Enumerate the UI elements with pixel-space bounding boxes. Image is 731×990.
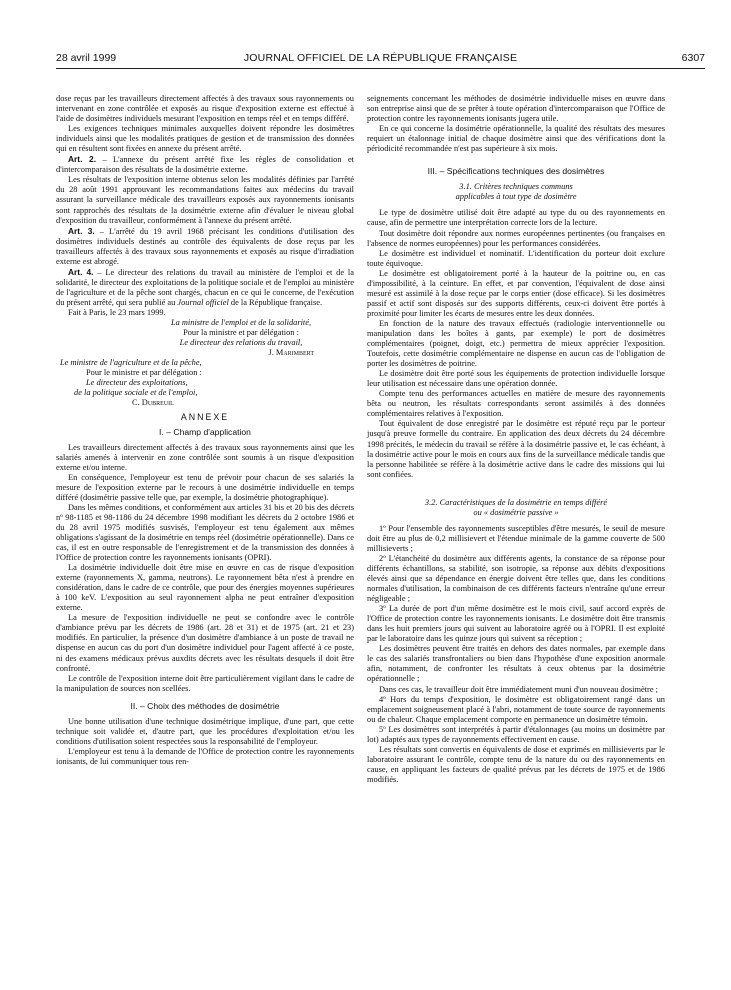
paragraph: Le type de dosimètre utilisé doit être adapté au type du ou des rayonnements en cause, afin de permettre une interprétation correcte lors de la lecture. bbox=[367, 208, 665, 228]
article-text: de la République française. bbox=[228, 297, 323, 307]
article-3 bbox=[56, 226, 354, 267]
signature-date: Fait à Paris, le 23 mars 1999. bbox=[68, 307, 166, 317]
paragraph: La mesure de l'exposition individuelle ne peut se confondre avec le contrôle d'ambiance prévu par les décrets de 1986 (art. 28 et 31) et de 1975 (art. 21 et 23) modifiés. En particulier, la présence d'un dosimètre d'ambiance à un poste de travail ne dispense en aucun cas du port d'un dosimètre individuel pour l'agent affecté à ce poste, ni des examens médicaux prévus auxdits décrets avec les résultats desquels il doit être confronté. bbox=[56, 613, 354, 673]
list-item: 5º Les dosimètres sont interprétés à partir d'étalonnages (au moins un dosimètre par lot) adaptés aux types de rayonnements effectivement en cause. bbox=[367, 724, 665, 744]
paragraph: Le dosimètre est individuel et nominatif. L'identification du porteur doit exclure toute équivoque. bbox=[367, 248, 665, 268]
article-text: – L'arrêté du 19 avril 1968 précisant les conditions d'utilisation des dosimètres individuels destinés au contrôle des équivalents de dose reçus par les travailleurs affectés à des travaux sous rayonnements et exposés au risque d'irradiation externe est abrogé. bbox=[56, 226, 354, 266]
signatory-delegation: Pour le ministre et par délégation : bbox=[86, 368, 202, 378]
annexe-heading: ANNEXE bbox=[180, 412, 230, 423]
paragraph: Les résultats de l'exposition interne obtenus selon les modalités définies par l'arrêté du 28 août 1991 approuvant les recommandations faites aux médecins du travail assurant la surveillance médicale des travailleurs exposés aux rayonnements ionisants sont rapprochés des résultats de la dosimétrie externe afin d'évaluer le niveau global d'exposition du travailleur, conformément à l'annexe du présent arrêté. bbox=[56, 175, 354, 225]
list-item: 1º Pour l'ensemble des rayonnements susceptibles d'être mesurés, le seuil de mesure doit être au plus de 0,2 millisievert et l'étendue minimale de la gamme couverte de 500 millisieverts ; bbox=[367, 523, 665, 553]
paragraph: Tout dosimètre doit répondre aux normes européennes pertinentes (ou françaises en l'absence de normes européennes) pour les performances considérées. bbox=[367, 228, 665, 248]
paragraph: La dosimétrie individuelle doit être mise en œuvre en cas de risque d'exposition externe (rayonnements X, gamma, neutrons). Le rayonnement bêta n'est à prendre en considération, dans le cadre de ce contrôle, que pour des énergies moyennes supérieures à 100 keV. L'exposition au seul rayonnement alpha ne peut entraîner d'exposition externe. bbox=[56, 563, 354, 613]
article-2 bbox=[56, 154, 354, 175]
left-column bbox=[56, 94, 354, 767]
paragraph: seignements concernant les méthodes de dosimétrie individuelle mises en œuvre dans son entreprise ainsi que de se prêter à toute opération d'intercomparaison que l'Office de protection contre les rayonnements ionisants jugera utile. bbox=[367, 94, 665, 124]
section-heading: I. – Champ d'application bbox=[159, 426, 251, 437]
section-heading: II. – Choix des méthodes de dosimétrie bbox=[130, 700, 280, 711]
signatory-role: de la politique sociale et de l'emploi, bbox=[74, 388, 198, 398]
signatory-role: Le directeur des relations du travail, bbox=[179, 338, 303, 348]
paragraph: Une bonne utilisation d'une technique dosimétrique implique, d'une part, que cette technique soit validée et, d'autre part, que les procédures d'exploitation et/ou les conditions d'utilisation soient respectées sous la responsabilité de l'employeur. bbox=[56, 716, 354, 746]
paragraph: Les résultats sont convertis en équivalents de dose et exprimés en millisieverts par le laboratoire assurant le contrôle, compte tenu de la nature du ou des rayonnements en cause, en appliquant les facteurs de qualité prévus par les décrets de 1975 et de 1986 modifiés. bbox=[367, 744, 665, 784]
paragraph: L'employeur est tenu à la demande de l'Office de protection contre les rayonnements ionisants, de lui communiquer tous ren- bbox=[56, 746, 354, 766]
paragraph: En fonction de la nature des travaux effectués (radiologie interventionnelle ou manipulation dans les boîtes à gants, par exemple) le port de dosimètres complémentaires (poignet, doigt, etc.) permettra de mieux apprécier l'exposition. Toutefois, cette dosimétrie complémentaire ne dispense en aucun cas de l'obligation de porter les dosimètres de poitrine. bbox=[367, 318, 665, 369]
list-item: 2º L'étanchéité du dosimètre aux différents agents, la constance de sa réponse pour différents échantillons, sa stabilité, son isotropie, sa réponse aux débits d'expositions élevés ainsi que sa dépendance en énergie doivent être telles que, dans les conditions normales d'utilisation, la combinaison de ces différents facteurs n'entraîne qu'une erreur négligeable ; bbox=[367, 553, 665, 604]
signatory-name: J. Marimbert bbox=[268, 348, 314, 358]
paragraph: Compte tenu des performances actuelles en matière de mesure des rayonnements bêta ou neutron, les résultats correspondants seront assimilés à des données complémentaires relatives à l'exposition. bbox=[367, 389, 665, 419]
article-label: Art. 3. bbox=[68, 225, 95, 236]
paragraph: Dans les mêmes conditions, et conformément aux articles 31 bis et 20 bis des décrets nº 98-1185 et 98-1186 du 24 décembre 1998 modifiant les décrets du 2 octobre 1986 et du 28 avril 1975 modifiés susvisés, l'employeur est tenu également aux mêmes obligations s'agissant de la dosimétrie en temps réel (dosimétrie opérationnelle). Dans ce cas, il est en outre responsable de l'enregistrement et de la transmission des données à l'Office de protection contre les rayonnements ionisants (OPRI). bbox=[56, 502, 354, 563]
paragraph: Le contrôle de l'exposition interne doit être particulièrement vigilant dans le cadre de la manipulation de sources non scellées. bbox=[56, 673, 354, 693]
header-rule bbox=[56, 68, 705, 69]
subsection-heading-line: ou « dosimétrie passive » bbox=[473, 507, 559, 517]
paragraph: Les dosimètres peuvent être traités en dehors des dates normales, par exemple dans le cas des salariés transfrontaliers ou bien dans l'hypothèse d'une exposition anormale afin, notamment, de confronter les résultats à ceux obtenus par la dosimétrie opérationnelle ; bbox=[367, 644, 665, 684]
right-column bbox=[367, 94, 665, 785]
list-item: 4º Hors du temps d'exposition, le dosimètre est obligatoirement rangé dans un emplacement soigneusement placé à l'abri, notamment de toute source de rayonnements ou de chaleur. Chaque emplacement comporte en permanence un dosimètre témoin. bbox=[367, 694, 665, 724]
journal-ref: Journal officiel bbox=[177, 297, 229, 307]
list-item: 3º La durée de port d'un même dosimètre est le mois civil, sauf accord exprès de l'Office de protection contre les rayonnements ionisants. Le dosimètre doit être transmis dans les huit premiers jours qui suivent au laboratoire agréé ou à l'OPRI. Il est exploité par le laboratoire dans les quinze jours qui suivent sa réception ; bbox=[367, 604, 665, 644]
signatory-delegation: Pour la ministre et par délégation : bbox=[183, 328, 299, 338]
article-label: Art. 4. bbox=[68, 266, 94, 277]
signatory-name: C. Dubreuil bbox=[132, 398, 174, 408]
article-label: Art. 2. bbox=[68, 154, 97, 165]
signatory-role: Le directeur des exploitations, bbox=[86, 378, 188, 388]
paragraph: Les exigences techniques minimales auxquelles doivent répondre les dosimètres individuels ainsi que les modalités pratiques de gestion et de transmission des données qui en résultent sont fixées en annexe du présent arrêté. bbox=[56, 124, 354, 154]
paragraph: Le dosimètre est obligatoirement porté à la hauteur de la poitrine ou, en cas d'impossibilité, à la ceinture. En effet, et par convention, l'équivalent de dose ainsi mesuré est assimilé à la dose reçue par le corps entier (dose efficace). Si les dosimètres passif et actif sont disposés sur des supports différents, ceux-ci doivent être portés à proximité pour limiter les écarts de mesures entre les deux données. bbox=[367, 268, 665, 318]
article-text: – Le directeur des relations du travail au ministère de l'emploi et de la solidarité, le directeur des exploitations de la politique sociale et de l'emploi au ministère de l'agriculture et de la pêche sont chargés, chacun en ce qui le concerne, de l'exécution du présent arrêté, qui sera publié au bbox=[56, 267, 354, 307]
subsection-heading-line: 3.1. Critères techniques communs bbox=[459, 182, 573, 192]
journal-title: JOURNAL OFFICIEL DE LA RÉPUBLIQUE FRANÇAISE bbox=[243, 52, 518, 64]
signatory-title: Le ministre de l'agriculture et de la pêche, bbox=[60, 358, 202, 368]
subsection-heading bbox=[367, 182, 665, 202]
paragraph: En conséquence, l'employeur est tenu de prévoir pour chacun de ses salariés la mesure de l'exposition externe par le recours à une dosimétrie individuelle en temps différé (dosimétrie passive telle que, par exemple, la dosimétrie photographique). bbox=[56, 472, 354, 502]
signatory-title: La ministre de l'emploi et de la solidarité, bbox=[170, 318, 312, 328]
page-number: 6307 bbox=[681, 52, 705, 64]
page-header bbox=[56, 52, 705, 68]
paragraph: En ce qui concerne la dosimétrie opérationnelle, la qualité des résultats des mesures requiert un étalonnage initial de chaque dosimètre ainsi que des vérifications dont la périodicité recommandée n'est pas supérieure à six mois. bbox=[367, 124, 665, 154]
section-heading: III. – Spécifications techniques des dosimètres bbox=[427, 166, 605, 177]
header-date: 28 avril 1999 bbox=[56, 52, 117, 64]
paragraph: dose reçus par les travailleurs directement affectés à des travaux sous rayonnements ou intervenant en zone contrôlée et exposés au risque d'exposition externe est effectué à l'aide de dosimètres individuels mesurant l'exposition en temps réel et en temps différé. bbox=[56, 94, 354, 124]
paragraph: Tout équivalent de dose enregistré par le dosimètre est réputé reçu par le porteur jusqu'à preuve formelle du contraire. En application des deux décrets du 24 décembre 1998 précités, le médecin du travail se réfère à la dosimétrie passive et, le cas échéant, à la dosimétrie active pour le mois en cours aux fins de la surveillance médicale tandis que la personne habilitée se réfère à la dosimétrie active dans le cadre des missions qui lui sont confiées. bbox=[367, 419, 665, 479]
article-text: – L'annexe du présent arrêté fixe les règles de consolidation et d'intercomparaison des résultats de la dosimétrie externe. bbox=[56, 155, 354, 175]
paragraph: Le dosimètre doit être porté sous les équipements de protection individuelle lorsque leur utilisation est nécessaire dans une opération donnée. bbox=[367, 369, 665, 389]
article-4 bbox=[56, 267, 354, 308]
paragraph: Dans ces cas, le travailleur doit être immédiatement muni d'un nouveau dosimètre ; bbox=[379, 684, 658, 694]
paragraph: Les travailleurs directement affectés à des travaux sous rayonnements ainsi que les salariés amenés à intervenir en zone contrôlée sont soumis à un risque d'exposition externe et/ou interne. bbox=[56, 442, 354, 472]
subsection-heading-line: 3.2. Caractéristiques de la dosimétrie en temps différé bbox=[424, 497, 608, 507]
subsection-heading bbox=[367, 498, 665, 518]
subsection-heading-line: applicables à tout type de dosimètre bbox=[455, 192, 577, 202]
